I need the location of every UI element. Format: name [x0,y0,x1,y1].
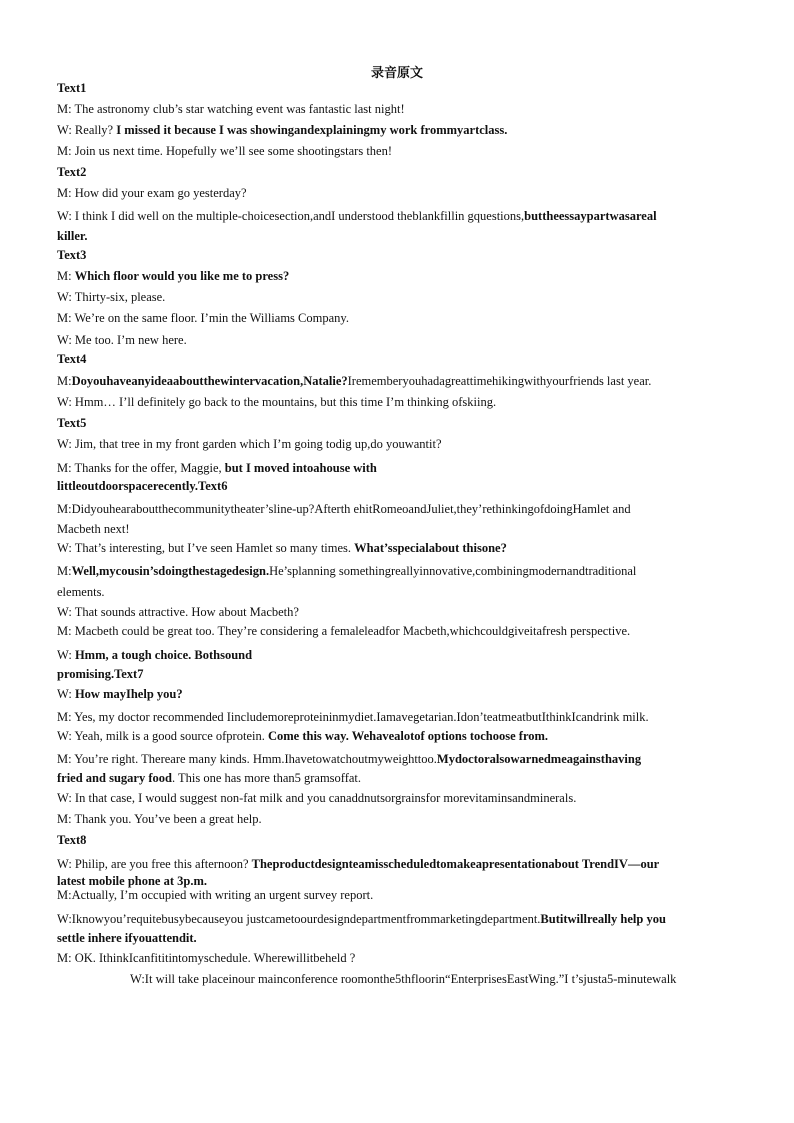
dialogue-line: M:Didyouhearaboutthecommunitytheater’sline-up?Afterth ehitRomeoandJuliet,they’rethinkingofdoingHamlet and [57,502,631,516]
dialogue-line: W: Philip, are you free this afternoon? Theproductdesignteamisscheduledtomakeapresentationabout TrendIV—our [57,857,660,871]
dialogue-line: M:Actually, I’m occupied with writing an urgent survey report. [57,888,374,902]
dialogue-line: M: Yes, my doctor recommended Iincludemoreproteininmydiet.Iamavegetarian.Idon’teatmeatbutIthinkIcandrink milk. [57,710,649,724]
section-heading-text2: Text2 [57,165,87,179]
dialogue-line: M: The astronomy club’s star watching event was fantastic last night! [57,102,405,116]
dialogue-line: W: That sounds attractive. How about Macbeth? [57,605,299,619]
section-heading-text3: Text3 [57,248,87,262]
dialogue-line: M: OK. IthinkIcanfititintomyschedule. Wherewillitbeheld ? [57,951,356,965]
section-heading-text8: Text8 [57,833,87,847]
dialogue-line: M: Join us next time. Hopefully we’ll see some shootingstars then! [57,144,393,158]
section-heading-text1: Text1 [57,81,87,95]
dialogue-line: W: Really? I missed it because I was showingandexplainingmy work frommyartclass. [57,123,508,137]
dialogue-line: Macbeth next! [57,522,130,536]
dialogue-line: latest mobile phone at 3p.m. [57,874,207,888]
page-title: 录音原文 [370,65,423,80]
dialogue-line: W: How mayIhelp you? [57,687,183,701]
dialogue-line: littleoutdoorspacerecently.Text6 [57,479,228,493]
dialogue-line: promising.Text7 [57,667,144,681]
dialogue-line: M: We’re on the same floor. I’min the Williams Company. [57,311,349,325]
dialogue-line: M: Thanks for the offer, Maggie, but I moved intoahouse with [57,461,377,475]
dialogue-line: M: How did your exam go yesterday? [57,186,247,200]
dialogue-line: M: Which floor would you like me to press? [57,269,290,283]
dialogue-line: M: You’re right. Thereare many kinds. Hmm.Ihavetowatchoutmyweighttoo.Mydoctoralsowarnedmeagainsthaving [57,752,642,766]
section-heading-text4: Text4 [57,352,87,366]
section-heading-text5: Text5 [57,416,87,430]
dialogue-line: W: That’s interesting, but I’ve seen Hamlet so many times. What’sspecialabout thisone? [57,541,507,555]
dialogue-line: M: Macbeth could be great too. They’re considering a femaleleadfor Macbeth,whichcouldgiveitafresh perspective. [57,624,631,638]
dialogue-line: W: I think I did well on the multiple-choicesection,andI understood theblankfillin gquestions,buttheessaypartwasareal [57,209,657,223]
dialogue-line: W:It will take placeinour mainconference roomonthe5thfloorin“EnterprisesEastWing.”I t’sjusta5-minutewalk [130,972,677,986]
dialogue-line: W:Iknowyou’requitebusybecauseyou justcametoourdesigndepartmentfrommarketingdepartment.Butitwillreally help you [57,912,666,926]
dialogue-line: W: Me too. I’m new here. [57,333,187,347]
dialogue-line: W: Hmm, a tough choice. Bothsound [57,648,253,662]
dialogue-line: M: Thank you. You’ve been a great help. [57,812,262,826]
dialogue-line: M:Doyouhaveanyideaaboutthewintervacation,Natalie?Irememberyouhadagreattimehikingwithyourfriends last year. [57,374,652,388]
dialogue-line: W: Yeah, milk is a good source ofprotein. Come this way. Wehavealotof options tochoose from. [57,729,549,743]
dialogue-line: M:Well,mycousin’sdoingthestagedesign.He’splanning somethingreallyinnovative,combiningmodernandtraditional [57,564,637,578]
dialogue-line: settle inhere ifyouattendit. [57,931,197,945]
dialogue-line: fried and sugary food. This one has more than5 gramsoffat. [57,771,362,785]
dialogue-line: W: In that case, I would suggest non-fat milk and you canaddnutsorgrainsfor morevitaminsandminerals. [57,791,577,805]
dialogue-line: W: Thirty-six, please. [57,290,166,304]
dialogue-line: W: Hmm… I’ll definitely go back to the mountains, but this time I’m thinking ofskiing. [57,395,497,409]
dialogue-line: killer. [57,229,88,243]
dialogue-line: elements. [57,585,105,599]
dialogue-line: W: Jim, that tree in my front garden which I’m going todig up,do youwantit? [57,437,442,451]
